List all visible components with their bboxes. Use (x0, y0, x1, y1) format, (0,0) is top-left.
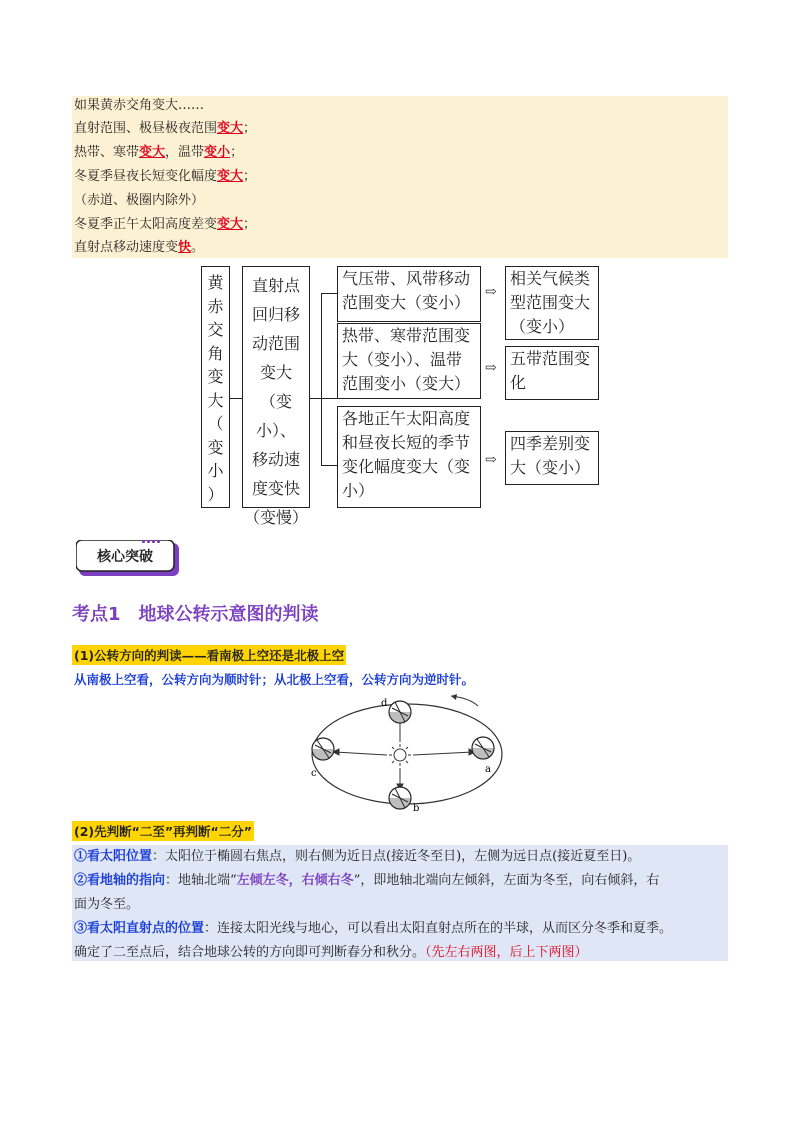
flow-box-climate-zones: 热带、寒带范围变大（变小）、温带范围变小（变大） (337, 323, 481, 399)
method-line-2-cont: 面为冬至。 (74, 897, 140, 912)
hollow-arrow-1-icon: ⇨ (485, 284, 497, 300)
method-line-4: 确定了二至点后，结合地球公转的方向即可判断春分和秋分。（先左右两图，后上下两图） (74, 945, 588, 960)
flow-box-direct-point: 直射点 回归移 动范围 变大 （变小）、 移动速 度变快 （变慢） (242, 266, 310, 508)
flow-box-four-seasons: 四季差别变大（变小） (505, 431, 599, 485)
flow-box-five-zones: 五带范围变化 (505, 346, 599, 400)
note-line-5: （赤道、极圈内除外） (74, 193, 205, 208)
earth-c-icon (312, 738, 334, 760)
note-line-6: 冬夏季正午太阳高度差变变大； (74, 217, 257, 232)
note-line-1: 如果黄赤交角变大…… (74, 98, 205, 113)
section-title: 考点1 地球公转示意图的判读 (72, 604, 319, 625)
earth-a-icon (472, 737, 494, 759)
method-line-1: ①看太阳位置：太阳位于椭圆右焦点，则右侧为近日点(接近冬至日)，左侧为远日点(接近夏至日)。 (74, 849, 641, 864)
method-line-2: ②看地轴的指向：地轴北端“左倾左冬，右倾右冬”，即地轴北端向左倾斜，左面为冬至，向右倾斜，右 (74, 873, 660, 888)
flow-box-pressure-belts: 气压带、风带移动范围变大（变小） (337, 266, 481, 322)
connector-2 (310, 398, 321, 399)
part1-heading: (1)公转方向的判读——看南极上空还是北极上空 (72, 645, 346, 665)
hollow-arrow-3-icon: ⇨ (485, 452, 497, 468)
method-line-3: ③看太阳直射点的位置：连接太阳光线与地心，可以看出太阳直射点所在的半球，从而区分冬季和夏季。 (74, 921, 673, 936)
note-line-4: 冬夏季昼夜长短变化幅度变大； (74, 169, 257, 184)
connector-1 (230, 398, 242, 399)
earth-b-icon (389, 787, 411, 809)
connector-branch-2 (321, 398, 337, 399)
label-d: d (381, 698, 388, 709)
orbit-diagram (303, 692, 523, 812)
part1-rule: 从南极上空看，公转方向为顺时针；从北极上空看，公转方向为逆时针。 (74, 672, 475, 687)
flow-box-seasonal-variation: 各地正午太阳高度和昼夜长短的季节变化幅度变大（变小） (337, 406, 481, 508)
core-breakthrough-badge (76, 540, 180, 574)
label-b: b (413, 803, 420, 812)
badge-label: 核心突破 (97, 549, 153, 565)
label-c: c (311, 768, 317, 779)
hollow-arrow-2-icon: ⇨ (485, 360, 497, 376)
flow-box-climate-types: 相关气候类型范围变大（变小） (505, 266, 599, 340)
sun-icon (389, 744, 411, 766)
earth-d-icon (389, 701, 411, 723)
connector-branch-1 (321, 293, 337, 294)
note-line-3: 热带、寒带变大，温带变小； (74, 145, 244, 160)
connector-branch-3 (321, 465, 337, 466)
note-line-2: 直射范围、极昼极夜范围变大； (74, 121, 257, 136)
part2-heading: (2)先判断“二至”再判断“二分” (72, 821, 254, 841)
label-a: a (485, 764, 491, 775)
flow-box-obliquity: 黄 赤 交 角 变 大 （ 变 小 ） (201, 266, 230, 508)
note-line-7: 直射点移动速度变快。 (74, 240, 205, 255)
connector-branch (321, 293, 322, 465)
